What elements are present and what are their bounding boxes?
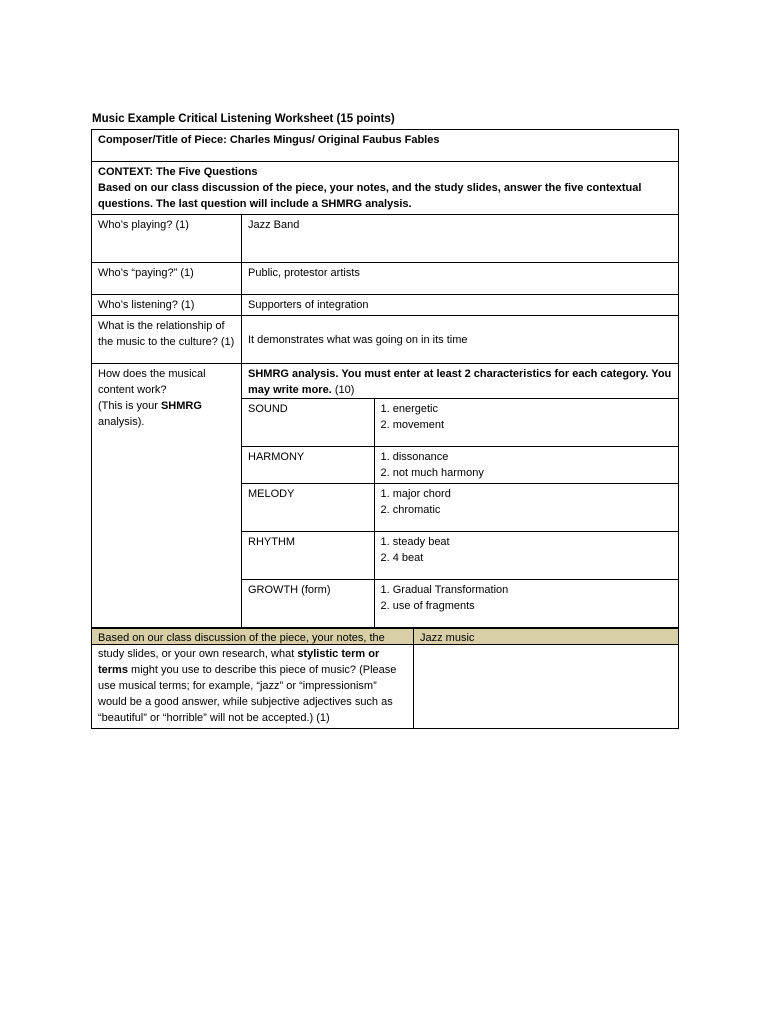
context-instructions: Based on our class discussion of the piece, your notes, and the study slides, answer the five contextual questions. The last question will include a SHMRG analysis. (98, 182, 642, 210)
shmrg-items-growth (374, 580, 678, 628)
answer-whos-listening: Supporters of integration (242, 295, 679, 316)
answer-whos-paying: Public, protestor artists (242, 263, 679, 295)
shmrg-intro (242, 364, 678, 398)
list-item: 1. dissonance (380, 451, 449, 463)
question-relationship: What is the relationship of the music to the culture? (1) (92, 316, 242, 364)
list-item: 1. major chord (380, 488, 451, 500)
question-whos-paying: Who’s “paying?” (1) (92, 263, 242, 295)
question-musical-content-text: How does the musical content work? (98, 368, 206, 396)
list-item: 2. chromatic (380, 504, 441, 516)
shmrg-items-harmony (374, 447, 678, 484)
shmrg-intro-points: (10) (331, 384, 355, 396)
composer-title: Composer/Title of Piece: Charles Mingus/ Original Faubus Fables (92, 130, 679, 162)
stylistic-question (92, 628, 414, 729)
shmrg-items-melody (374, 484, 678, 532)
question-musical-content (92, 364, 242, 629)
list-item: 1. Gradual Transformation (380, 584, 509, 596)
shmrg-category-sound: SOUND (242, 399, 374, 447)
list-item: 2. not much harmony (380, 467, 484, 479)
shmrg-intro-text: SHMRG analysis. You must enter at least 2 characteristics for each category. You may write more. (248, 368, 672, 396)
shmrg-grid (242, 398, 678, 628)
stylistic-table (91, 627, 679, 729)
list-item: 2. use of fragments (380, 600, 475, 612)
answer-whos-playing: Jazz Band (242, 215, 679, 263)
stylistic-answer: Jazz music (414, 628, 679, 729)
stylistic-question-bold: stylistic term or terms (98, 648, 380, 676)
shmrg-category-harmony: HARMONY (242, 447, 374, 484)
shmrg-items-rhythm (374, 532, 678, 580)
stylistic-question-part1: Based on our class discussion of the piece, your notes, the study slides, or your own research, what (98, 632, 385, 660)
list-item: 2. 4 beat (380, 552, 424, 564)
stylistic-question-part2: might you use to describe this piece of music? (Please use musical terms; for example, “jazz” or “impressionism” would be a good answer, while subjective adjectives such as “beautiful” or “horrible” will not be accepted.) (1) (98, 664, 397, 724)
list-item: 2. movement (380, 419, 445, 431)
worksheet-title: Music Example Critical Listening Worksheet (15 points) (92, 113, 395, 125)
context-cell (92, 162, 679, 215)
question-whos-playing: Who’s playing? (1) (92, 215, 242, 263)
shmrg-category-melody: MELODY (242, 484, 374, 532)
question-shmrg-bold: SHMRG (160, 400, 202, 412)
shmrg-category-growth: GROWTH (form) (242, 580, 374, 628)
shmrg-cell (242, 364, 679, 629)
question-shmrg-prefix: (This is your (98, 400, 161, 412)
shmrg-category-rhythm: RHYTHM (242, 532, 374, 580)
worksheet-table (91, 129, 679, 645)
context-heading: CONTEXT: The Five Questions (98, 166, 258, 178)
answer-relationship: It demonstrates what was going on in its time (242, 316, 679, 364)
list-item: 1. energetic (380, 403, 438, 415)
question-shmrg-suffix: analysis). (98, 416, 145, 428)
question-whos-listening: Who’s listening? (1) (92, 295, 242, 316)
list-item: 1. steady beat (380, 536, 450, 548)
shmrg-items-sound (374, 399, 678, 447)
